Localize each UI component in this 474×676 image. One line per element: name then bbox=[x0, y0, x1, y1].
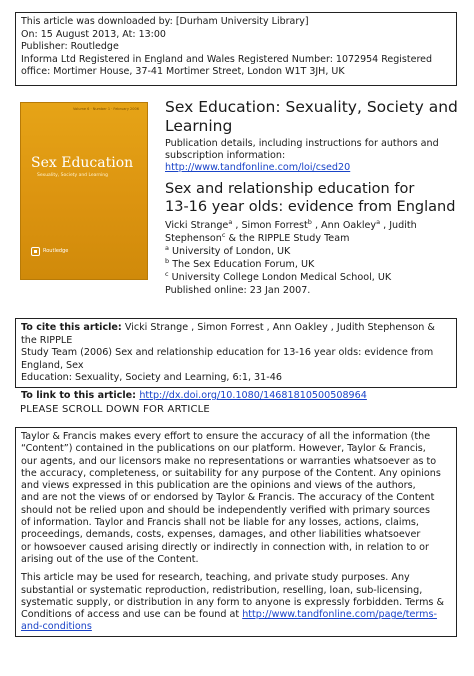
affiliation-a: $^a$ University of London, UK bbox=[165, 244, 291, 257]
registration-line: Informa Ltd Registered in England and Wales Registered Number: 1072954 Registered bbox=[21, 53, 433, 65]
author-list: Vicki Strange$^a$ , Simon Forrest$^b$ , Ann Oakley$^a$ , Judith Stephenson$^c$ & the RIPPLE Study Team bbox=[165, 218, 417, 244]
link-label: To link to this article: bbox=[21, 389, 140, 401]
article-title: Sex and relationship education for 13-16 year olds: evidence from England bbox=[165, 181, 456, 215]
cite-label: To cite this article: bbox=[21, 322, 122, 333]
terms-paragraph: This article may be used for research, teaching, and private study purposes. Any substantial or systematic reproduction, redistribution, reselling, loan, sub-licensing, systematic supply, or distribution in any form to anyone is expressly forbidden. Terms & Conditions of access and use can be found at http://www.tandfonline.com/page/terms- and-conditions bbox=[21, 572, 444, 633]
cover-title: Sex Education bbox=[31, 155, 134, 171]
cover-subtitle: Sexuality, Society and Learning bbox=[37, 173, 109, 178]
terms-link-continued[interactable]: and-conditions bbox=[21, 621, 92, 633]
doi-link[interactable]: http://dx.doi.org/10.1080/14681810500508964 bbox=[139, 389, 367, 401]
publisher-line: Publisher: Routledge bbox=[21, 41, 119, 53]
publication-details: Publication details, including instructions for authors and subscription information: http://www.tandfonline.com/loi/csed20 bbox=[165, 138, 439, 173]
download-line: This article was downloaded by: [Durham University Library] bbox=[21, 16, 309, 27]
cover-issue-text: Volume 6 · Number 1 · February 2006 bbox=[73, 107, 139, 111]
journal-title: Sex Education: Sexuality, Society and Learning bbox=[165, 98, 458, 135]
cover-publisher: Routledge bbox=[43, 248, 69, 254]
disclaimer-paragraph: Taylor & Francis makes every effort to ensure the accuracy of all the information (the “Content”) contained in the publications on our platform. However, Taylor & Francis, our agents, and our licensors make no representations or warranties whatsoever as to the accuracy, completeness, or suitability for any purpose of the Content. Any opinions and views expressed in this publication are the opinions and views of the authors, and are not the views of or endorsed by Taylor & Francis. The accuracy of the Content should not be relied upon and should be independently verified with primary sources of information. Taylor and Francis shall not be liable for any losses, actions, claims, proceedings, demands, costs, expenses, damages, and other liabilities whatsoever or howsoever caused arising directly or indirectly in connection with, in relation to or arising out of the use of the Content. bbox=[21, 431, 441, 565]
terms-link[interactable]: http://www.tandfonline.com/page/terms- bbox=[242, 609, 437, 621]
download-date: On: 15 August 2013, At: 13:00 bbox=[21, 28, 166, 40]
citation-box: To cite this article: Vicki Strange , Simon Forrest , Ann Oakley , Judith Stephenson & the RIPPLE Study Team (2006) Sex and relationship education for 13-16 year olds: evidence from England, Sex Education: Sexuality, Society and Learning, 6:1, 31-46 To link to this article: http://dx.doi.org/10.1080/14681810500508964 bbox=[15, 318, 457, 388]
download-info-box bbox=[15, 12, 457, 86]
scroll-down-heading: PLEASE SCROLL DOWN FOR ARTICLE bbox=[20, 404, 210, 415]
affiliation-b: $^b$ The Sex Education Forum, UK bbox=[165, 257, 315, 270]
office-line: office: Mortimer House, 37-41 Mortimer Street, London W1T 3JH, UK bbox=[21, 66, 345, 78]
article-header bbox=[165, 98, 465, 297]
published-date: Published online: 23 Jan 2007. bbox=[165, 285, 311, 296]
journal-cover-image bbox=[20, 102, 148, 280]
affiliation-c: $^c$ University College London Medical School, UK bbox=[165, 270, 392, 283]
disclaimer-box bbox=[15, 427, 457, 637]
journal-url-link[interactable]: http://www.tandfonline.com/loi/csed20 bbox=[165, 162, 351, 173]
routledge-logo-icon bbox=[31, 247, 40, 256]
